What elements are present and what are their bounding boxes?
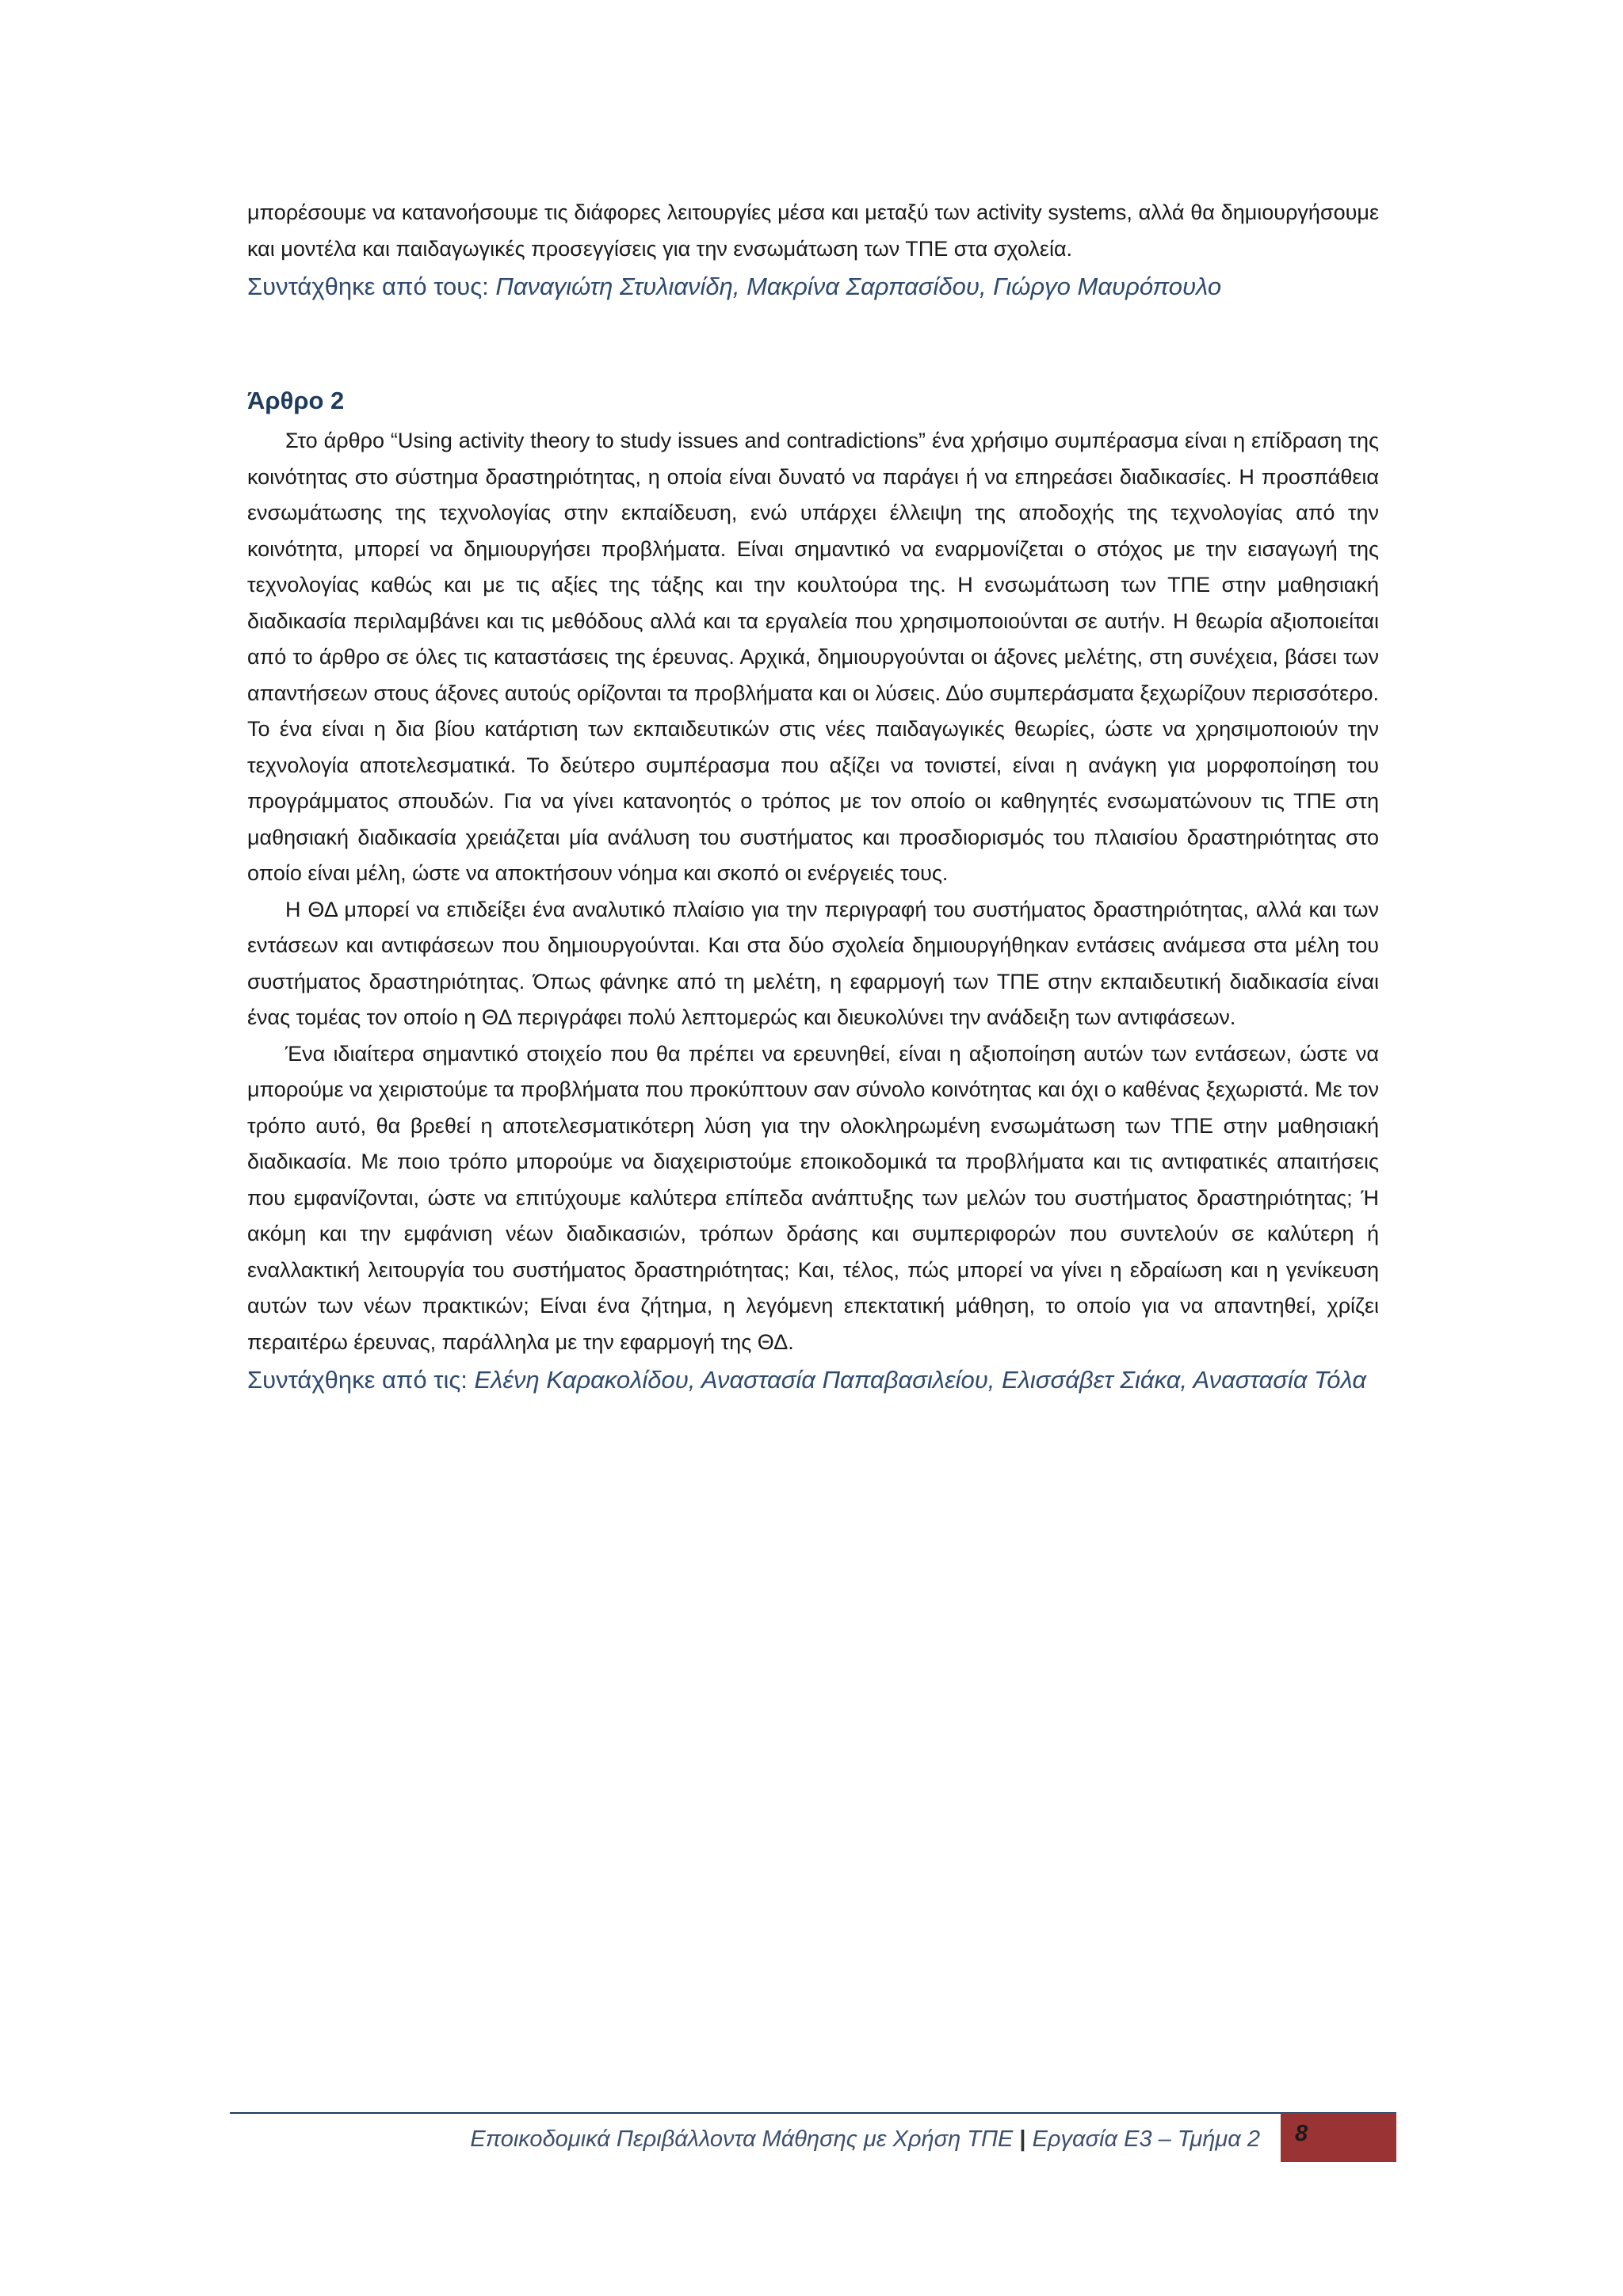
credit-names: Ελένη Καρακολίδου, Αναστασία Παπαβασιλείου, Ελισσάβετ Σιάκα, Αναστασία Τόλα [474, 1366, 1367, 1394]
continuation-paragraph: μπορέσουμε να κατανοήσουμε τις διάφορες λειτουργίες μέσα και μεταξύ των activity systems, αλλά θα δημιουργήσουμε και μοντέλα και παιδαγωγικές προσεγγίσεις για την ενσωμάτωση των ΤΠΕ στα σχολεία. [247, 200, 1379, 261]
credit-prefix: Συντάχθηκε από τις: [247, 1366, 475, 1394]
footer-separator: | [1019, 2126, 1026, 2152]
body-paragraph-2: Η ΘΔ μπορεί να επιδείξει ένα αναλυτικό πλαίσιο για την περιγραφή του συστήματος δραστηριότητας, αλλά και των εντάσεων και αντιφάσεων που δημιουργούνται. Και στα δύο σχολεία δημιουργήθηκαν εντάσεις ανάμεσα στα μέλη του συστήματος δραστηριότητας. Όπως φάνηκε από τη μελέτη, η εφαρμογή των ΤΠΕ στην εκπαιδευτική διαδικασία είναι ένας τομέας τον οποίο η ΘΔ περιγράφει πολύ λεπτομερώς και διευκολύνει την ανάδειξη των αντιφάσεων. [247, 897, 1379, 1029]
footer-title [470, 2123, 1260, 2155]
footer-divider [230, 2112, 1396, 2114]
credit-prefix: Συντάχθηκε από τους: [247, 273, 496, 300]
credit-line-1 [247, 267, 1379, 307]
credit-line-2 [247, 1360, 1379, 1400]
footer-assignment: Εργασία Ε3 – Τμήμα 2 [1032, 2126, 1260, 2152]
body-paragraph-1: Στο άρθρο “Using activity theory to study issues and contradictions” ένα χρήσιμο συμπέρασμα είναι η επίδραση της κοινότητας στο σύστημα δραστηριότητας, η οποία είναι δυνατό να παράγει ή να επηρεάσει διαδικασίες. Η προσπάθεια ενσωμάτωσης της τεχνολογίας στην εκπαίδευση, ενώ υπάρχει έλλειψη της αποδοχής της τεχνολογίας από την κοινότητα, μπορεί να δημιουργήσει προβλήματα. Είναι σημαντικό να εναρμονίζεται ο στόχος με την εισαγωγή της τεχνολογίας καθώς και με τις αξίες της τάξης και την κουλτούρα της. Η ενσωμάτωση των ΤΠΕ στην μαθησιακή διαδικασία περιλαμβάνει και τις μεθόδους αλλά και τα εργαλεία που χρησιμοποιούνται σε αυτήν. Η θεωρία αξιοποιείται από το άρθρο σε όλες τις καταστάσεις της έρευνας. Αρχικά, δημιουργούνται οι άξονες μελέτης, στη συνέχεια, βάσει των απαντήσεων στους άξονες αυτούς ορίζονται τα προβλήματα και οι λύσεις. Δύο συμπεράσματα ξεχωρίζουν περισσότερο. Το ένα είναι η δια βίου κατάρτιση των εκπαιδευτικών στις νέες παιδαγωγικές θεωρίες, ώστε να χρησιμοποιούν την τεχνολογία αποτελεσματικά. Το δεύτερο συμπέρασμα που αξίζει να τονιστεί, είναι η ανάγκη για μορφοποίηση του προγράμματος σπουδών. Για να γίνει κατανοητός ο τρόπος με τον οποίο οι καθηγητές ενσωματώνουν τις ΤΠΕ στη μαθησιακή διαδικασία χρειάζεται μία ανάλυση του συστήματος και προσδιορισμός του πλαισίου δραστηριότητας στο οποίο είναι μέλη, ώστε να αποκτήσουν νόημα και σκοπό οι ενέργειές τους. [247, 429, 1379, 885]
credit-names: Παναγιώτη Στυλιανίδη, Μακρίνα Σαρπασίδου, Γιώργο Μαυρόπουλο [495, 273, 1222, 300]
page-number: 8 [1295, 2121, 1308, 2146]
footer-course-title: Εποικοδομικά Περιβάλλοντα Μάθησης με Χρήση ΤΠΕ [470, 2126, 1014, 2152]
page-number-box [1281, 2113, 1396, 2162]
section-heading: Άρθρο 2 [247, 387, 345, 414]
body-paragraph-3: Ένα ιδιαίτερα σημαντικό στοιχείο που θα πρέπει να ερευνηθεί, είναι η αξιοποίηση αυτών των εντάσεων, ώστε να μπορούμε να χειριστούμε τα προβλήματα που προκύπτουν σαν σύνολο κοινότητας και όχι ο καθένας ξεχωριστά. Με τον τρόπο αυτό, θα βρεθεί η αποτελεσματικότερη λύση για την ολοκληρωμένη ενσωμάτωση των ΤΠΕ στην μαθησιακή διαδικασία. Με ποιο τρόπο μπορούμε να διαχειριστούμε εποικοδομικά τα προβλήματα και τις αντιφατικές απαιτήσεις που εμφανίζονται, ώστε να επιτύχουμε καλύτερα επίπεδα ανάπτυξης των μελών του συστήματος δραστηριότητας; Ή ακόμη και την εμφάνιση νέων διαδικασιών, τρόπων δράσης και συμπεριφορών που συντελούν σε καλύτερη ή εναλλακτική λειτουργία του συστήματος δραστηριότητας; Και, τέλος, πώς μπορεί να γίνει η εδραίωση και η γενίκευση αυτών των νέων πρακτικών; Είναι ένα ζήτημα, η λεγόμενη επεκτατική μάθηση, το οποίο για να απαντηθεί, χρίζει περαιτέρω έρευνας, παράλληλα με την εφαρμογή της ΘΔ. [247, 1041, 1379, 1354]
document-body [247, 195, 1379, 1400]
